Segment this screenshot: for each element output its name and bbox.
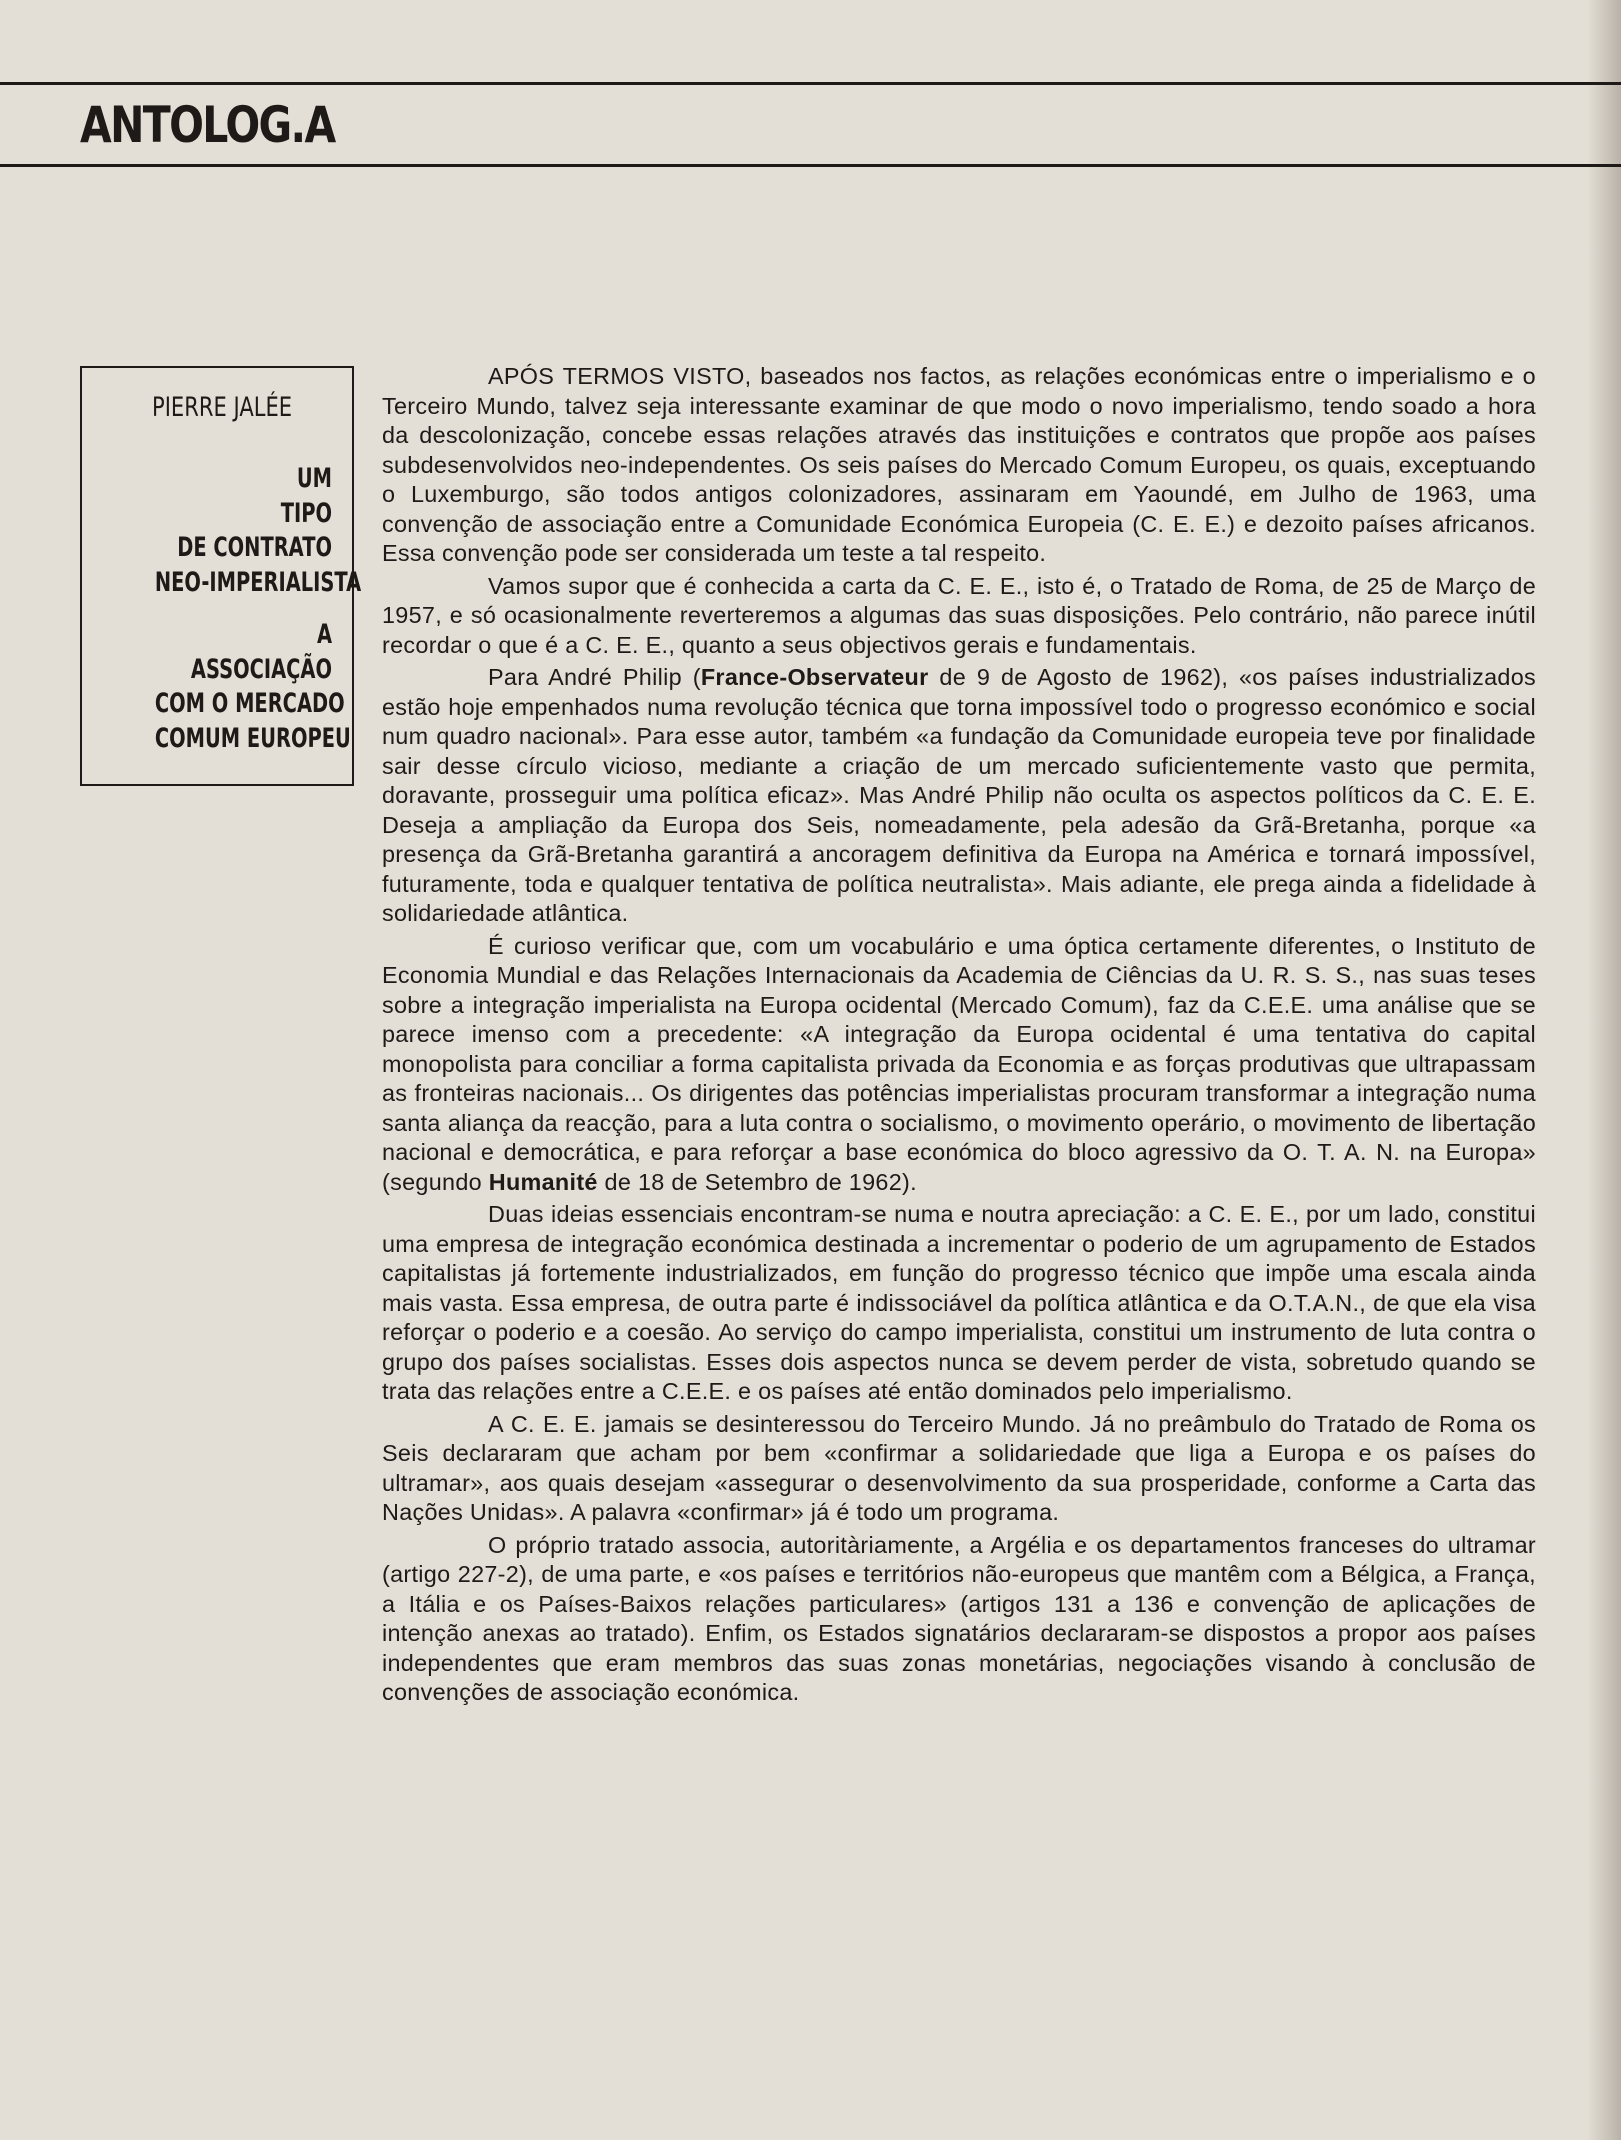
header-rule-top [0, 82, 1621, 85]
paragraph-text: de 9 de Agosto de 1962), «os países industrializados estão hoje empenhados numa revolução técnica que torna impossível todo o progresso económico e social num quadro nacional». Para esse autor, também «a fundação da Comunidade europeia teve por finalidade sair desse círculo vicioso, mediante a criação de um mercado suficientemente vasto que permita, doravante, prosseguir uma política eficaz». Mas André Philip não oculta os aspectos políticos da C. E. E. Deseja a ampliação da Europa dos Seis, nomeadamente, pela adesão da Grã-Bretanha, porque «a presença da Grã-Bretanha garantirá a ancoragem definitiva da Europa na América e tornará impossível, futuramente, toda e qualquer tentativa de política neutralista». Mais adiante, ele prega ainda a fidelidade à solidariedade atlântica. [382, 664, 1537, 926]
article-subtitle [86, 462, 362, 756]
article-paragraph [382, 1410, 1536, 1528]
subtitle-line [155, 600, 332, 618]
publication-title: Humanité [488, 1168, 598, 1195]
paragraph-text: de 18 de Setembro de 1962). [597, 1168, 917, 1195]
article-paragraph [382, 362, 1536, 569]
paragraph-text: O próprio tratado associa, autoritàriamente, a Argélia e os departamentos franceses do ultramar (artigo 227-2), de uma parte, e «os países e territórios não-europeus que mantêm com a Bélgica, a França, a Itália e os Países-Baixos relações particulares» (artigos 131 a 136 e convenção de aplicações de intenção anexas ao tratado). Enfim, os Estados signatários declararam-se dispostos a propor aos países independentes que eram membros das suas zonas monetárias, negociações visando à conclusão de convenções de associação económica. [382, 1531, 1536, 1705]
section-title: ANTOLOG.A [80, 96, 335, 154]
subtitle-line: A [316, 619, 332, 650]
header-rule-bottom [0, 164, 1621, 167]
paragraph-text: Duas ideias essenciais encontram-se numa e noutra apreciação: a C. E. E., por um lado, constitui uma empresa de integração económica destinada a incrementar o poderio de um agrupamento de Estados capitalistas já fortemente industrializados, em função do progresso técnico que impõe uma escala ainda mais vasta. Essa empresa, de outra parte é indissociável da política atlântica e da O.T.A.N., de que ela visa reforçar o poderio e a coesão. Ao serviço do campo imperialista, constitui um instrumento de luta contra o grupo dos países socialistas. Esses dois aspectos nunca se devem perder de vista, sobretudo quando se trata das relações entre a C.E.E. e os países até então dominados pelo imperialismo. [382, 1201, 1536, 1404]
sidebar-title-box [80, 366, 362, 786]
subtitle-line: COM O MERCADO [154, 688, 345, 719]
paragraph-text: A C. E. E. jamais se desinteressou do Terceiro Mundo. Já no preâmbulo do Tratado de Roma os Seis declararam que acham por bem «confirmar a solidariedade que liga a Europa e os países do ultramar», aos quais desejam «assegurar o desenvolvimento da sua prosperidade, conforme a Carta das Nações Unidas». A palavra «confirmar» já é todo um programa. [382, 1410, 1536, 1525]
subtitle-line: COMUM EUROPEU [154, 722, 351, 754]
page-edge-shadow [1587, 0, 1621, 2140]
subtitle-line: ASSOCIAÇÃO [190, 653, 332, 685]
article-paragraph [382, 572, 1536, 661]
article-body [382, 362, 1536, 1711]
publication-title: France-Observateur [700, 664, 929, 690]
article-paragraph [382, 663, 1536, 929]
author-name: PIERRE JALÉE [152, 392, 293, 423]
subtitle-line: DE CONTRATO [177, 532, 332, 563]
article-paragraph [382, 1200, 1536, 1407]
subtitle-line: TIPO [280, 497, 332, 529]
article-paragraph [382, 932, 1536, 1198]
subtitle-line: UM [296, 463, 332, 494]
paragraph-text: Para André Philip ( [488, 664, 701, 690]
article-paragraph [382, 1531, 1536, 1708]
paragraph-text: Vamos supor que é conhecida a carta da C. E. E., isto é, o Tratado de Roma, de 25 de Março de 1957, e só ocasionalmente reverteremos a algumas das suas disposições. Pelo contrário, não parece inútil recordar o que é a C. E. E., quanto a seus objectivos gerais e fundamentais. [382, 572, 1536, 658]
paragraph-text: É curioso verificar que, com um vocabulário e uma óptica certamente diferentes, o Instituto de Economia Mundial e das Relações Internacionais da Academia de Ciências da U. R. S. S., nas suas teses sobre a integração imperialista na Europa ocidental (Mercado Comum), faz da C.E.E. uma análise que se parece imenso com a precedente: «A integração da Europa ocidental é uma tentativa do capital monopolista para conciliar a forma capitalista privada da Economia e as forças produtivas que ultrapassam as fronteiras nacionais... Os dirigentes das potências imperialistas procuram transformar a integração numa santa aliança da reacção, para a luta contra o socialismo, o movimento operário, o movimento de libertação nacional e democrática, e para reforçar a base económica do bloco agressivo da O. T. A. N. na Europa» (segundo [382, 932, 1536, 1195]
paragraph-text: APÓS TERMOS VISTO, baseados nos factos, as relações económicas entre o imperialismo e o Terceiro Mundo, talvez seja interessante examinar de que modo o novo imperialismo, tendo soado a hora da descolonização, concebe essas relações através das instituições e contratos que propõe aos países subdesenvolvidos neo-independentes. Os seis países do Mercado Comum Europeu, os quais, exceptuando o Luxemburgo, são todos antigos colonizadores, assinaram em Yaoundé, em Julho de 1963, uma convenção de associação entre a Comunidade Económica Europeia (C. E. E.) e dezoito países africanos. Essa convenção pode ser considerada um teste a tal respeito. [382, 363, 1536, 566]
subtitle-line: NEO-IMPERIALISTA [154, 566, 362, 598]
